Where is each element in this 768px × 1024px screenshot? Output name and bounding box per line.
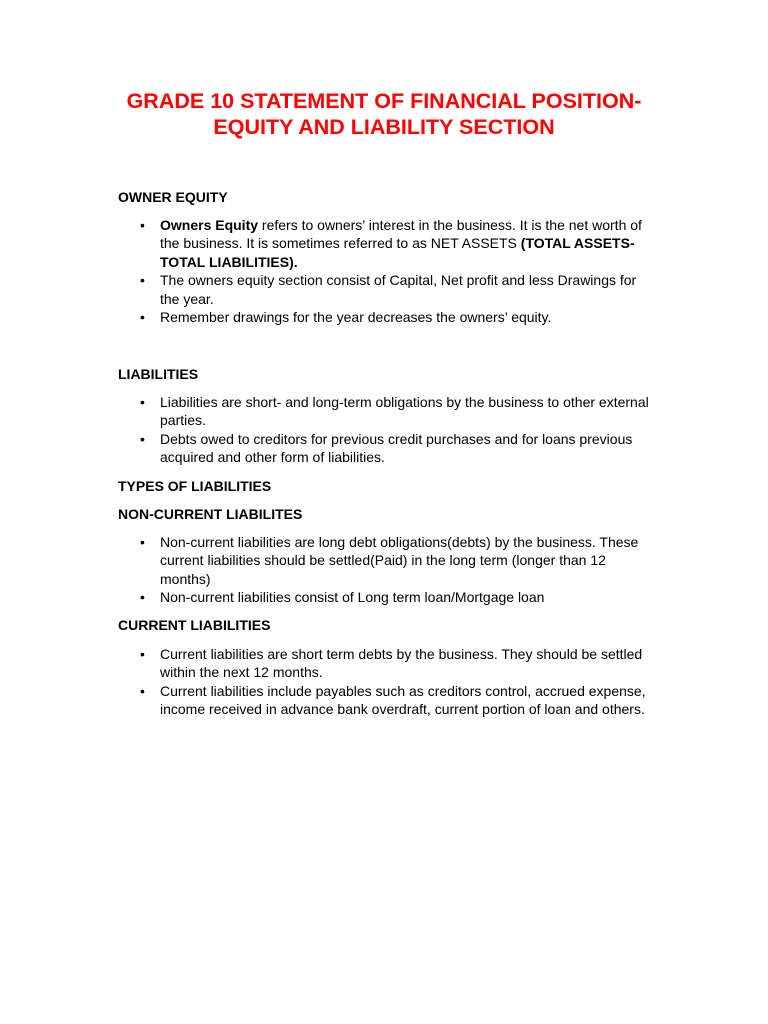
list-item [118,308,658,326]
current-liabilities-list [118,645,658,719]
list-item [118,645,658,682]
list-item-text: Liabilities are short- and long-term obligations by the business to other external parties. [160,394,649,429]
list-item-text: Non-current liabilities are long debt obligations(debts) by the business. These current liabilities should be settled(Paid) in the long term (longer than 12 months) [160,534,639,587]
list-item [118,271,658,308]
list-item-text: refers to owners’ interest in the business. It is the net worth of the business. It is sometimes referred to as NET ASSETS [160,217,642,252]
bullet-icon: • [140,534,145,550]
document-title-line-2: EQUITY AND LIABILITY SECTION [213,115,555,139]
bullet-icon: • [140,272,145,289]
list-item-text: Current liabilities are short term debts by the business. They should be settled within the next 12 months. [160,646,643,681]
bullet-icon: • [140,217,145,233]
current-liabilities-heading: CURRENT LIABILITIES [118,617,271,633]
list-item [118,430,658,467]
types-of-liabilities-heading: TYPES OF LIABILITIES [118,478,272,494]
document-title-line-1: GRADE 10 STATEMENT OF FINANCIAL POSITION- [126,89,642,113]
bullet-icon: • [140,682,145,699]
bullet-icon: • [140,589,145,606]
non-current-liabilities-heading: NON-CURRENT LIABILITES [118,506,303,522]
list-item [118,393,658,430]
list-item [118,216,658,271]
list-item [118,533,658,588]
list-item-text: Non-current liabilities consist of Long term loan/Mortgage loan [160,589,545,606]
list-item [118,588,658,606]
list-item-text: Debts owed to creditors for previous credit purchases and for loans previous acquired and other form of liabilities. [160,430,633,466]
bullet-icon: • [140,394,145,410]
list-item [118,682,658,719]
owner-equity-heading: OWNER EQUITY [118,189,228,205]
bold-term: Owners Equity [160,217,259,233]
list-item-text: Current liabilities include payables such as creditors control, accrued expense, income received in advance bank overdraft, current portion of loan and others. [160,682,646,718]
bullet-icon: • [140,309,145,326]
liabilities-heading: LIABILITIES [118,366,199,382]
bullet-icon: • [140,430,145,447]
non-current-liabilities-list [118,533,658,607]
list-item-text: The owners equity section consist of Capital, Net profit and less Drawings for the year. [160,272,637,307]
liabilities-list [118,393,658,467]
list-item-text: Remember drawings for the year decreases the owners’ equity. [160,309,552,326]
owner-equity-list [118,216,658,326]
bullet-icon: • [140,646,145,662]
bold-term: (TOTAL ASSETS-TOTAL LIABILITIES). [160,235,635,270]
